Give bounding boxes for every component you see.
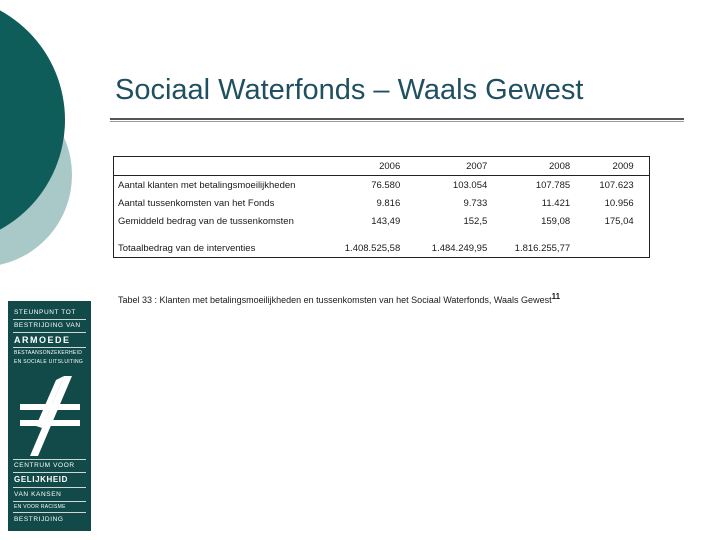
table-cell: 103.054 <box>452 179 488 191</box>
table-row <box>114 194 650 212</box>
table-cell: 152,5 <box>463 215 488 227</box>
table-cell: 1.484.249,95 <box>431 243 488 254</box>
table-caption <box>118 292 560 305</box>
header-cell: 2006 <box>326 157 404 176</box>
logo-line: GELIJKHEID <box>14 475 69 484</box>
table-row <box>114 230 650 258</box>
table-header-row <box>114 157 650 176</box>
title-divider-thin <box>110 121 684 122</box>
title-divider <box>110 118 684 120</box>
header-cell: 2008 <box>491 157 574 176</box>
row-label: Aantal tussenkomsten van het Fonds <box>118 197 275 209</box>
header-cell <box>114 157 327 176</box>
table-cell: 1.408.525,58 <box>344 243 401 254</box>
logo-line: ARMOEDE <box>14 335 71 345</box>
logo-line: CENTRUM VOOR <box>14 462 75 469</box>
table-cell: 9.816 <box>376 197 401 209</box>
organisation-logo <box>8 301 91 531</box>
table-row <box>114 176 650 195</box>
logo-line: VAN KANSEN <box>14 491 62 498</box>
row-label: Aantal klanten met betalingsmoeilijkheden <box>118 179 296 191</box>
header-cell: 2007 <box>404 157 491 176</box>
caption-footnote: 11 <box>551 292 561 301</box>
table-cell: 76.580 <box>371 179 401 191</box>
table-cell: 107.785 <box>535 179 571 191</box>
table-cell <box>574 230 638 258</box>
table-cell: 143,49 <box>371 215 401 227</box>
logo-line: STEUNPUNT TOT <box>14 309 76 316</box>
table-cell: 10.956 <box>604 197 634 209</box>
table-cell: 9.733 <box>463 197 488 209</box>
row-label: Totaalbedrag van de interventies <box>118 243 256 254</box>
logo-line: BESTRIJDING VAN <box>14 322 81 329</box>
header-cell: 2009 <box>574 157 638 176</box>
caption-text: Tabel 33 : Klanten met betalingsmoeilijkheden en tussenkomsten van het Sociaal Waterfonds, Waals Gewest <box>118 295 552 305</box>
logo-line: EN VOOR RACISME <box>14 504 66 510</box>
table-cell: 175,04 <box>604 215 634 227</box>
table-cell: 1.816.255,77 <box>514 243 571 254</box>
decorative-circles <box>0 0 110 300</box>
water-fund-table <box>113 156 650 258</box>
logo-line: BESTAANSONZEKERHEID <box>14 350 83 356</box>
table-cell: 107.623 <box>599 179 634 191</box>
logo-line: BESTRIJDING <box>14 516 64 523</box>
equality-mark-icon <box>20 376 80 456</box>
slide-title: Sociaal Waterfonds – Waals Gewest <box>115 74 584 106</box>
table-cell: 159,08 <box>541 215 571 227</box>
table-cell: 11.421 <box>541 197 571 209</box>
logo-line: EN SOCIALE UITSLUITING <box>14 359 84 365</box>
table-row <box>114 212 650 230</box>
row-label: Gemiddeld bedrag van de tussenkomsten <box>118 215 294 227</box>
